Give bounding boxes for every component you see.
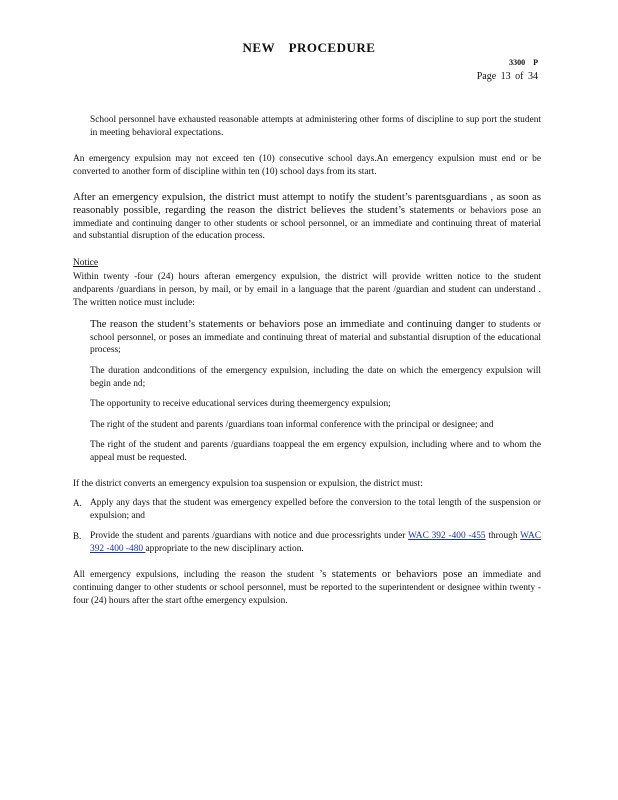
list-item xyxy=(73,114,541,139)
list-item-text: School personnel have exhausted reasonable attempts at administering other forms of discipline to sup port the student in meeting behavioral expectations. xyxy=(90,115,541,138)
notice-heading: Notice xyxy=(73,257,98,268)
bullet-marker xyxy=(73,319,90,357)
list-marker-a: A. xyxy=(73,498,82,509)
page-number: Page 13 of 34 xyxy=(476,71,538,82)
paragraph-reporting-large: ’s statements or behaviors pose an xyxy=(319,569,478,581)
list-item-text: through xyxy=(485,531,521,542)
paragraph-reporting xyxy=(73,569,541,607)
list-item-text: appropriate to the new disciplinary action. xyxy=(145,543,304,554)
list-item-text-large: The reason the student’s statements or behaviors pose an immediate and continuing danger to xyxy=(90,319,497,331)
paragraph-reporting-text: All emergency expulsions, including the reason the student xyxy=(73,570,320,581)
bullet-marker xyxy=(73,365,90,390)
conversion-intro: If the district converts an emergency expulsion toa suspension or expulsion, the district must: xyxy=(73,479,423,490)
list-item-text: The opportunity to receive educational services during theemergency expulsion; xyxy=(90,399,391,410)
list-item xyxy=(73,439,541,464)
bullet-marker xyxy=(73,419,90,432)
paragraph-duration: An emergency expulsion may not exceed ten (10) consecutive school days.An emergency expulsion must end or be converted to another form of discipline within ten (10) school days from its start. xyxy=(73,154,541,177)
list-item-text: The right of the student and parents /guardians toan informal conference with the principal or designee; and xyxy=(90,419,494,430)
list-item xyxy=(73,419,541,432)
list-item xyxy=(73,497,541,522)
list-item xyxy=(73,398,541,411)
document-number: 3300 P xyxy=(509,58,538,67)
paragraph-notify xyxy=(73,192,541,242)
notice-intro: Within twenty -four (24) hours afteran emergency expulsion, the district will provide written notice to the student andparents /guardians in person, by mail, or by email in a language that the parent /guardian and student can understand . The written notice must include: xyxy=(73,272,541,308)
list-item-text: Provide the student and parents /guardians with notice and due processrights under xyxy=(90,531,408,542)
page-title: NEW PROCEDURE xyxy=(242,40,376,55)
list-item-text: The right of the student and parents /guardians toappeal the em ergency expulsion, including where and to whom the appeal must be requested. xyxy=(90,440,541,463)
list-marker-b: B. xyxy=(73,531,82,542)
list-item xyxy=(73,365,541,390)
list-item xyxy=(73,530,541,555)
list-item-text: The duration andconditions of the emergency expulsion, including the date on which the emergency expulsion will begin ande nd; xyxy=(90,365,541,389)
paragraph-notify-small: or behaviors pose an immediate and continuing danger to other students or school personnel, or an immediate and continuing threat of material and substantial disruption of the education process. xyxy=(73,205,542,242)
list-item xyxy=(73,319,541,357)
bullet-marker xyxy=(73,114,90,139)
paragraph-notify-large: After an emergency expulsion, the district must attempt to notify the student’s parentsguardians , as soon as reasonably possible, regarding the reason the district believes the student’s statements xyxy=(73,192,541,216)
list-item-text: Apply any days that the student was emergency expelled before the conversion to the total length of the suspension or expulsion; and xyxy=(90,498,541,521)
bullet-marker xyxy=(73,398,90,411)
document-body xyxy=(73,114,541,617)
wac-link-480[interactable]: WAC 392 -400 -480 xyxy=(90,531,542,554)
paragraph-reporting-text: immediate and continuing danger to other students or school personnel, must be reported to the superintendent or designee within twenty -four (24) hours after the start ofthe emergency expulsion. xyxy=(73,570,541,606)
bullet-marker xyxy=(73,439,90,464)
list-item-text: students or school personnel, or poses an immediate and continuing threat of material and substantial disruption of the educational process; xyxy=(90,320,541,356)
wac-link-455[interactable]: WAC 392 -400 -455 xyxy=(408,531,486,542)
